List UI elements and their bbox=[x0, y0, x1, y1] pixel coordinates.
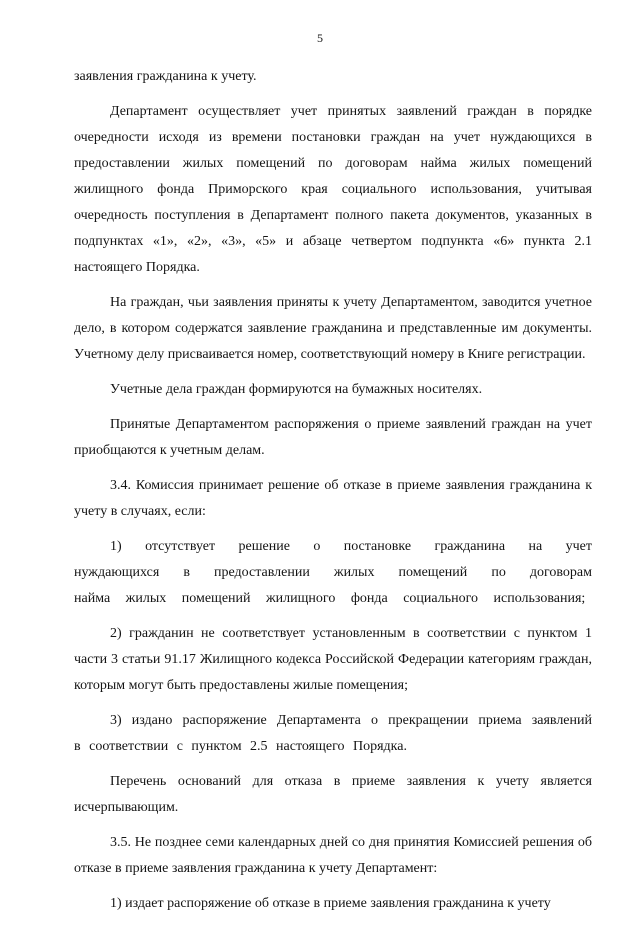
paragraph-clause-3-4: 3.4. Комиссия принимает решение об отказе в приеме заявления гражданина к учету в случаях, если: bbox=[74, 478, 592, 519]
paragraph-account-file: На граждан, чьи заявления приняты к учету Департаментом, заводится учетное дело, в котором содержатся заявление гражданина и представленные им документы. Учетному делу присваивается номер, соответствующий номеру в Книге регистрации. bbox=[74, 295, 592, 362]
list-item-1: 1) отсутствует решение о постановке гражданина на учет нуждающихся в предоставлении жилых помещений по договорам найма жилых помещений жилищного фонда социального использования; bbox=[74, 539, 592, 606]
paragraph-queue-order: Департамент осуществляет учет принятых заявлений граждан в порядке очередности исходя из времени постановки граждан на учет нуждающихся в предоставлении жилых помещений по договорам найма жилых помещений жилищного фонда Приморского края социального использования, учитывая очередность поступления в Департамент полного пакета документов, указанных в подпунктах «1», «2», «3», «5» и абзаце четвертом подпункта «6» пункта 2.1 настоящего Порядка. bbox=[74, 104, 592, 275]
paragraph-grounds-exhaustive: Перечень оснований для отказа в приеме заявления к учету является исчерпывающим. bbox=[74, 774, 592, 815]
list-item-3: 3) издано распоряжение Департамента о прекращении приема заявлений в соответствии с пунктом 2.5 настоящего Порядка. bbox=[74, 713, 592, 754]
page-number: 5 bbox=[317, 31, 323, 45]
paragraph-orders-attached: Принятые Департаментом распоряжения о приеме заявлений граждан на учет приобщаются к учетным делам. bbox=[74, 417, 592, 458]
paragraph-paper-media: Учетные дела граждан формируются на бумажных носителях. bbox=[110, 382, 483, 397]
paragraph-clause-3-5: 3.5. Не позднее семи календарных дней со дня принятия Комиссией решения об отказе в приеме заявления гражданина к учету Департамент: bbox=[74, 835, 592, 876]
list-item-2: 2) гражданин не соответствует установленным в соответствии с пунктом 1 части 3 статьи 91.17 Жилищного кодекса Российской Федерации категориям граждан, которым могут быть предоставлены жилые помещения; bbox=[74, 626, 592, 693]
list-item-issue-order: 1) издает распоряжение об отказе в приеме заявления гражданина к учету bbox=[110, 896, 551, 911]
paragraph-continuation: заявления гражданина к учету. bbox=[74, 69, 257, 84]
document-body bbox=[74, 64, 592, 926]
